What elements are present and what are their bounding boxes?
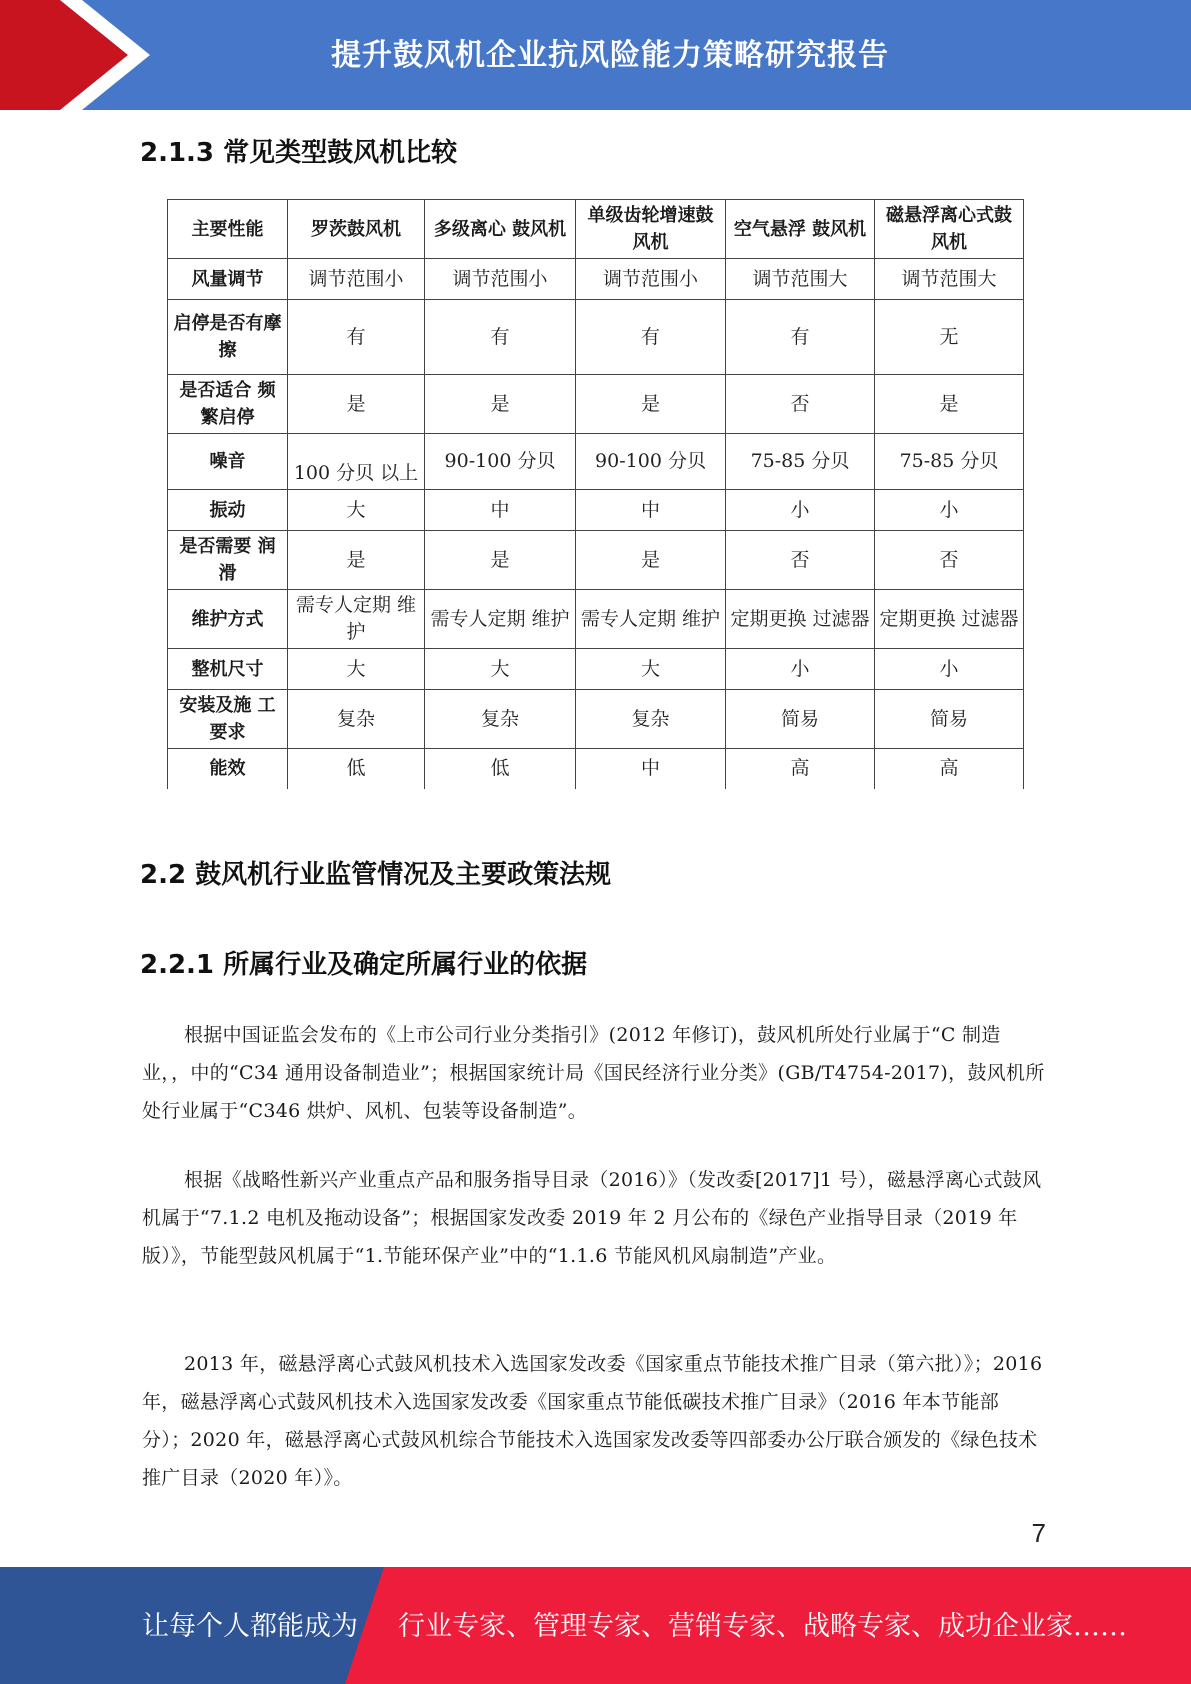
table-cell: 小 <box>726 649 875 690</box>
footer-slogan-left: 让每个人都能成为 <box>142 1611 358 1642</box>
row-label: 噪音 <box>168 434 288 490</box>
page-header <box>0 0 1191 110</box>
row-label: 安装及施 工要求 <box>168 690 288 749</box>
table-cell: 有 <box>425 300 576 375</box>
table-cell: 是 <box>576 531 726 590</box>
table-cell: 大 <box>425 649 576 690</box>
body-paragraph-3: 2013 年，磁悬浮离心式鼓风机技术入选国家发改委《国家重点节能技术推广目录（第六批）》；2016 年，磁悬浮离心式鼓风机技术入选国家发改委《国家重点节能低碳技术推广目录》（2016 年本节能部分）；2020 年，磁悬浮离心式鼓风机综合节能技术入选国家发改委等四部委办公厅联合颁发的《绿色技术推广目录（2020 年）》。 <box>142 1353 1043 1489</box>
table-header: 单级齿轮增速鼓风机 <box>576 200 726 259</box>
table-cell: 90-100 分贝 <box>425 434 576 490</box>
table-cell: 需专人定期 维护 <box>425 590 576 649</box>
table-cell: 大 <box>288 649 425 690</box>
table-cell: 小 <box>875 490 1024 531</box>
header-title: 提升鼓风机企业抗风险能力策略研究报告 <box>331 38 889 73</box>
table-row <box>168 434 1024 490</box>
table-cell: 有 <box>288 300 425 375</box>
table-cell: 是 <box>425 375 576 434</box>
table-row <box>168 690 1024 749</box>
table-header: 空气悬浮 鼓风机 <box>726 200 875 259</box>
table-cell: 无 <box>875 300 1024 375</box>
table-cell: 是 <box>576 375 726 434</box>
table-cell: 调节范围小 <box>288 259 425 300</box>
footer-slogan-right: 行业专家、管理专家、营销专家、战略专家、成功企业家…… <box>398 1611 1127 1642</box>
table-cell: 有 <box>576 300 726 375</box>
table-row <box>168 300 1024 375</box>
blower-comparison-table <box>167 199 1024 789</box>
table-header: 磁悬浮离心式鼓风机 <box>875 200 1024 259</box>
row-label: 维护方式 <box>168 590 288 649</box>
table-cell: 小 <box>726 490 875 531</box>
table-cell: 调节范围小 <box>425 259 576 300</box>
table-cell: 简易 <box>726 690 875 749</box>
row-label: 是否需要 润滑 <box>168 531 288 590</box>
row-label: 启停是否有摩擦 <box>168 300 288 375</box>
row-label: 振动 <box>168 490 288 531</box>
table-cell: 需专人定期 维护 <box>288 590 425 649</box>
table-header: 罗茨鼓风机 <box>288 200 425 259</box>
section-heading-2-1-3: 2.1.3 常见类型鼓风机比较 <box>140 138 458 168</box>
body-paragraph-2: 根据《战略性新兴产业重点产品和服务指导目录（2016）》（发改委[2017]1 号），磁悬浮离心式鼓风机属于“7.1.2 电机及拖动设备”；根据国家发改委 2019 年 2 月公布的《绿色产业指导目录（2019 年版）》，节能型鼓风机属于“1.节能环保产业”中的“1.1.6 节能风机风扇制造”产业。 <box>142 1169 1042 1267</box>
page-footer <box>0 1567 1191 1684</box>
table-cell: 75-85 分贝 <box>875 434 1024 490</box>
row-label: 能效 <box>168 749 288 789</box>
table-header-row <box>168 200 1024 259</box>
table-cell: 大 <box>288 490 425 531</box>
table-cell: 简易 <box>875 690 1024 749</box>
table-row <box>168 749 1024 789</box>
table-cell: 需专人定期 维护 <box>576 590 726 649</box>
table-cell: 是 <box>288 375 425 434</box>
table-cell: 复杂 <box>576 690 726 749</box>
row-label: 是否适合 频繁启停 <box>168 375 288 434</box>
chevron-logo-icon <box>0 0 160 110</box>
table-cell: 100 分贝 以上 <box>288 434 425 490</box>
table-cell: 中 <box>576 490 726 531</box>
row-label: 风量调节 <box>168 259 288 300</box>
table-row <box>168 649 1024 690</box>
table-cell: 调节范围大 <box>875 259 1024 300</box>
table-cell: 75-85 分贝 <box>726 434 875 490</box>
table-header: 主要性能 <box>168 200 288 259</box>
table-cell: 复杂 <box>288 690 425 749</box>
table-cell: 否 <box>726 375 875 434</box>
table-row <box>168 590 1024 649</box>
table-cell: 大 <box>576 649 726 690</box>
table-cell: 中 <box>425 490 576 531</box>
table-cell: 中 <box>576 749 726 789</box>
table-cell: 定期更换 过滤器 <box>726 590 875 649</box>
table-cell: 定期更换 过滤器 <box>875 590 1024 649</box>
table-cell: 低 <box>288 749 425 789</box>
table-cell: 低 <box>425 749 576 789</box>
table-row <box>168 490 1024 531</box>
table-cell: 复杂 <box>425 690 576 749</box>
table-cell: 90-100 分贝 <box>576 434 726 490</box>
section-heading-2-2-1: 2.2.1 所属行业及确定所属行业的依据 <box>140 950 588 980</box>
table-cell: 是 <box>288 531 425 590</box>
row-label: 整机尺寸 <box>168 649 288 690</box>
table-cell: 否 <box>875 531 1024 590</box>
body-paragraph-1: 根据中国证监会发布的《上市公司行业分类指引》(2012 年修订)，鼓风机所处行业属于“C 制造业，，中的“C34 通用设备制造业”；根据国家统计局《国民经济行业分类》(GB/T4754-2017)，鼓风机所处行业属于“C346 烘炉、风机、包装等设备制造”。 <box>142 1024 1045 1122</box>
table-cell: 有 <box>726 300 875 375</box>
table-cell: 是 <box>425 531 576 590</box>
table-cell: 否 <box>726 531 875 590</box>
table-row <box>168 375 1024 434</box>
section-heading-2-2: 2.2 鼓风机行业监管情况及主要政策法规 <box>140 860 612 890</box>
table-cell: 小 <box>875 649 1024 690</box>
table-row <box>168 531 1024 590</box>
table-cell: 高 <box>726 749 875 789</box>
table-cell: 调节范围大 <box>726 259 875 300</box>
table-cell: 调节范围小 <box>576 259 726 300</box>
table-cell: 是 <box>875 375 1024 434</box>
table-cell: 高 <box>875 749 1024 789</box>
table-row <box>168 259 1024 300</box>
table-header: 多级离心 鼓风机 <box>425 200 576 259</box>
page-number: 7 <box>1031 1518 1046 1548</box>
